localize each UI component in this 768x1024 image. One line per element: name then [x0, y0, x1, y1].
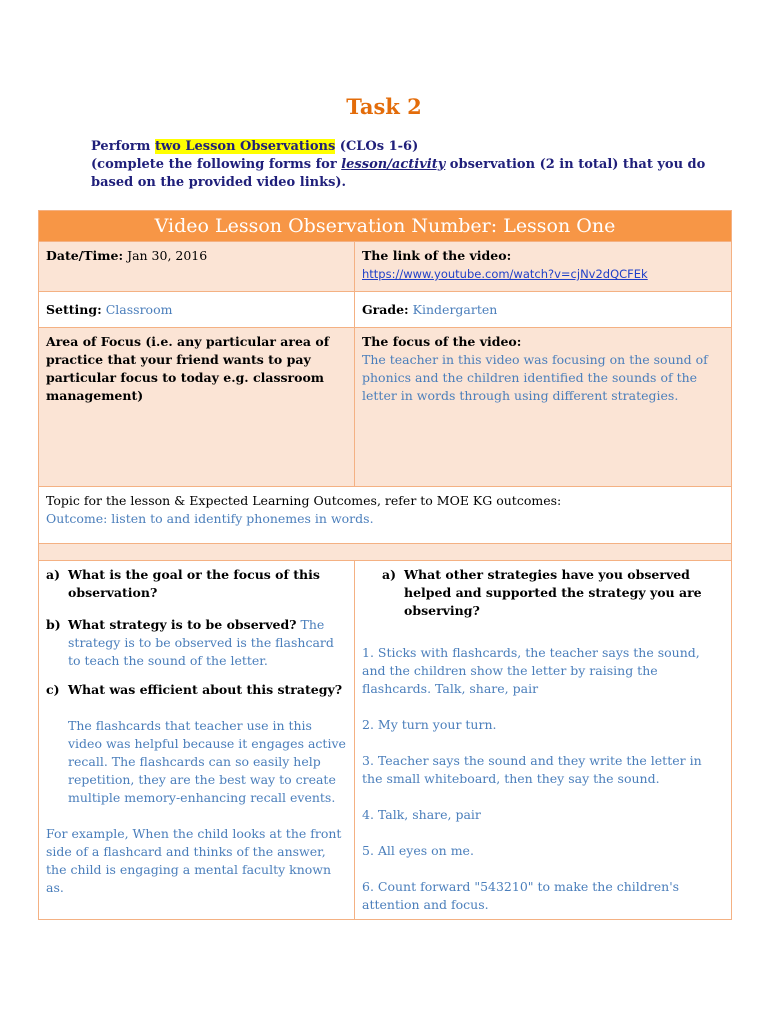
video-link-cell	[355, 242, 732, 292]
focus-cell	[355, 328, 732, 487]
question-c-answer-2: For example, When the child looks at the front side of a flashcard and thinks of the answer, the child is engaging a mental faculty known as.	[46, 826, 342, 895]
topic-value: Outcome: listen to and identify phonemes in words.	[46, 511, 374, 526]
question-b-answer: The strategy is to be observed is the flashcard to teach the sound of the letter.	[68, 617, 334, 668]
question-a-right	[362, 566, 724, 620]
intro-line2-suffix: observation (2 in total) that you do	[445, 157, 706, 172]
left-questions-cell	[39, 561, 355, 920]
focus-label: The focus of the video:	[362, 334, 522, 349]
video-link-label: The link of the video:	[362, 248, 512, 263]
question-b-label: b)	[46, 617, 61, 632]
question-c-text: What was efficient about this strategy?	[68, 682, 343, 697]
spacer-row	[39, 544, 732, 561]
intro-line2-prefix: (complete the following forms for	[91, 157, 342, 172]
intro-line-1	[91, 138, 711, 156]
intro-instructions	[91, 138, 711, 192]
table-header: Video Lesson Observation Number: Lesson One	[39, 211, 732, 242]
strategy-item: 3. Teacher says the sound and they write the letter in the small whiteboard, then they say the sound.	[362, 753, 702, 786]
question-a-left	[46, 566, 347, 602]
observation-table	[38, 210, 732, 920]
area-of-focus-cell: Area of Focus (i.e. any particular area of practice that your friend wants to pay particular focus to today e.g. classroom management)	[39, 328, 355, 487]
question-b	[46, 616, 347, 670]
question-a-left-label: a)	[46, 567, 61, 582]
intro-highlight: two Lesson Observations	[154, 139, 336, 154]
date-label: Date/Time:	[46, 248, 124, 263]
question-c	[46, 681, 347, 699]
intro-line-3: based on the provided video links).	[91, 175, 347, 190]
video-link[interactable]: https://www.youtube.com/watch?v=cjNv2dQCFEk	[362, 267, 648, 281]
task-title: Task 2	[346, 94, 422, 119]
intro-line-2	[91, 156, 711, 174]
focus-value: The teacher in this video was focusing on the sound of phonics and the children identified the sounds of the letter in words through using different strategies.	[362, 352, 708, 403]
setting-value: Classroom	[105, 302, 173, 317]
intro-lesson-activity: lesson/activity	[341, 157, 446, 172]
intro-line1-prefix: Perform	[91, 139, 155, 154]
question-a-left-text: What is the goal or the focus of this observation?	[68, 567, 320, 600]
strategy-item: 1. Sticks with flashcards, the teacher says the sound, and the children show the letter by raising the flashcards. Talk, share, pair	[362, 645, 700, 696]
question-a-right-label: a)	[382, 567, 397, 582]
question-c-label: c)	[46, 682, 60, 697]
question-b-text: What strategy is to be observed?	[68, 617, 297, 632]
date-cell	[39, 242, 355, 292]
setting-cell	[39, 292, 355, 328]
topic-label: Topic for the lesson & Expected Learning Outcomes, refer to MOE KG outcomes:	[46, 493, 562, 508]
strategy-item: 4. Talk, share, pair	[362, 807, 481, 822]
strategy-item: 2. My turn your turn.	[362, 717, 497, 732]
intro-line1-suffix: (CLOs 1-6)	[335, 139, 419, 154]
right-strategies-cell	[355, 561, 732, 920]
grade-label: Grade:	[362, 302, 409, 317]
question-a-right-text: What other strategies have you observed helped and supported the strategy you are observing?	[404, 567, 702, 618]
question-c-answer-1: The flashcards that teacher use in this video was helpful because it engages active recall. The flashcards can so easily help repetition, they are the best way to create multiple memory-enhancing recall events.	[68, 718, 346, 805]
grade-value: Kindergarten	[412, 302, 498, 317]
strategy-item: 5. All eyes on me.	[362, 843, 474, 858]
date-value: Jan 30, 2016	[127, 248, 208, 263]
grade-cell	[355, 292, 732, 328]
setting-label: Setting:	[46, 302, 102, 317]
topic-cell	[39, 487, 732, 544]
strategy-item: 6. Count forward "543210" to make the children's attention and focus.	[362, 879, 680, 912]
